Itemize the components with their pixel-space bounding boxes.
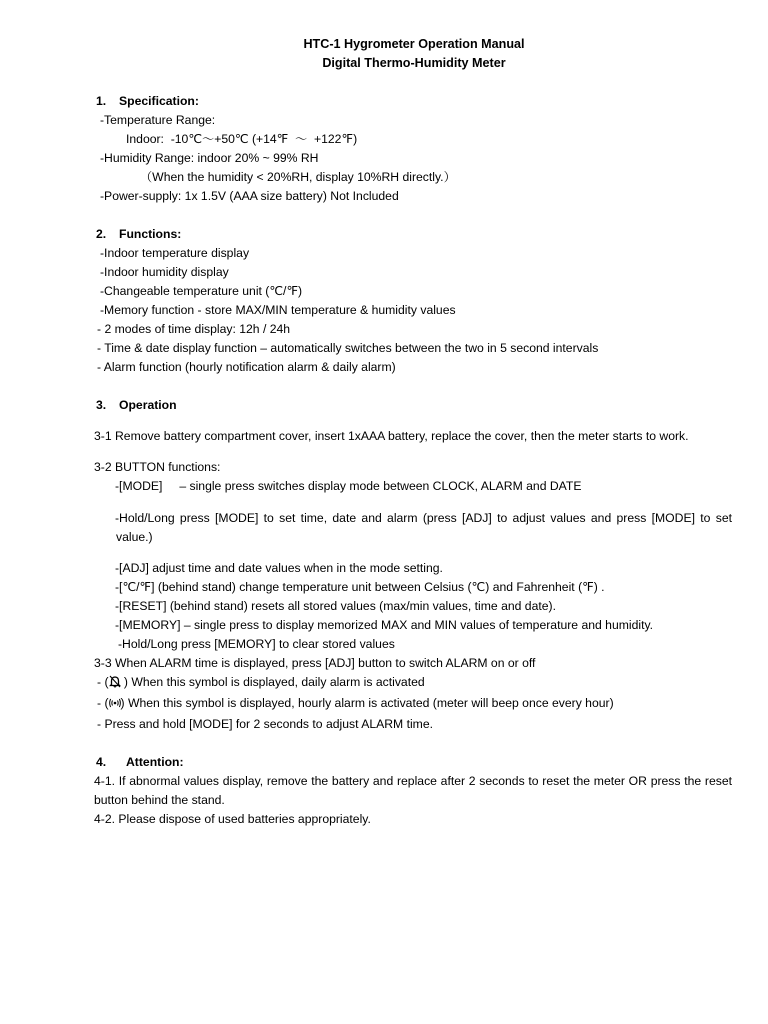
button-adj: -[ADJ] adjust time and date values when in the mode setting. [115, 560, 443, 575]
section-number: 4. [96, 754, 107, 769]
attention-item-2: 4-2. Please dispose of used batteries appropriately. [94, 811, 371, 826]
spec-humidity-range: -Humidity Range: indoor 20% ~ 99% RH [100, 151, 319, 165]
operation-hold-mode: - Press and hold [MODE] for 2 seconds to adjust ALARM time. [97, 716, 433, 731]
section-number: 1. [96, 94, 107, 108]
hourly-alarm-line [96, 694, 732, 715]
section-attention-heading [96, 753, 732, 772]
button-reset: -[RESET] (behind stand) resets all stored values (max/min values, time and date). [115, 598, 556, 613]
function-item: - 2 modes of time display: 12h / 24h [97, 322, 291, 336]
manual-content [96, 35, 732, 829]
button-mode: -[MODE] – single press switches display mode between CLOCK, ALARM and DATE [115, 479, 582, 494]
daily-alarm-prefix: - ( [97, 674, 109, 689]
function-item: -Indoor humidity display [100, 265, 229, 279]
section-number: 3. [96, 398, 107, 412]
spec-temperature-range: -Temperature Range: [100, 113, 216, 127]
section-title: Functions: [119, 227, 182, 241]
operation-step-1: 3-1 Remove battery compartment cover, insert 1xAAA battery, replace the cover, then the meter starts to work. [94, 429, 689, 444]
section-functions-heading [96, 225, 732, 244]
operation-step-2-heading: 3-2 BUTTON functions: [94, 460, 221, 475]
section-title: Attention: [126, 754, 184, 769]
spec-power-supply: -Power-supply: 1x 1.5V (AAA size battery) Not Included [100, 189, 399, 203]
hourly-alarm-text: ) When this symbol is displayed, hourly alarm is activated (meter will beep once every hour) [120, 695, 614, 710]
button-mode-hold: -Hold/Long press [MODE] to set time, date and alarm (press [ADJ] to adjust values and press [MODE] to set value.) [115, 510, 732, 544]
button-memory: -[MEMORY] – single press to display memorized MAX and MIN values of temperature and humidity. [115, 617, 654, 632]
section-operation-heading [96, 396, 732, 415]
section-number: 2. [96, 227, 107, 241]
operation-step-3: 3-3 When ALARM time is displayed, press [ADJ] button to switch ALARM on or off [94, 655, 536, 670]
title-line-1: HTC-1 Hygrometer Operation Manual [303, 37, 525, 51]
function-item: - Alarm function (hourly notification alarm & daily alarm) [97, 360, 396, 374]
function-item: -Changeable temperature unit (℃/℉) [100, 284, 303, 298]
function-item: -Indoor temperature display [100, 246, 250, 260]
daily-alarm-text: ) When this symbol is displayed, daily alarm is activated [120, 674, 425, 689]
hourly-alarm-prefix: - ( [97, 695, 109, 710]
button-memory-hold: -Hold/Long press [MEMORY] to clear stored values [118, 636, 395, 651]
bell-icon [109, 675, 121, 694]
section-title: Specification: [119, 94, 199, 108]
hourly-chime-icon [109, 696, 121, 715]
button-unit: -[℃/℉] (behind stand) change temperature unit between Celsius (℃) and Fahrenheit (℉) . [115, 579, 605, 594]
title-line-2: Digital Thermo-Humidity Meter [322, 56, 506, 70]
daily-alarm-line [96, 673, 732, 694]
section-title: Operation [119, 398, 177, 412]
spec-indoor-range: Indoor: -10℃～+50℃ (+14℉ ～ +122℉) [126, 132, 358, 146]
section-specification-heading [96, 92, 732, 111]
function-item: - Time & date display function – automatically switches between the two in 5 second intervals [97, 341, 599, 355]
function-item: -Memory function - store MAX/MIN temperature & humidity values [100, 303, 456, 317]
spec-humidity-note: （When the humidity < 20%RH, display 10%RH directly.） [140, 170, 456, 184]
attention-item-1: 4-1. If abnormal values display, remove the battery and replace after 2 seconds to reset the meter OR press the reset button behind the stand. [94, 773, 732, 807]
